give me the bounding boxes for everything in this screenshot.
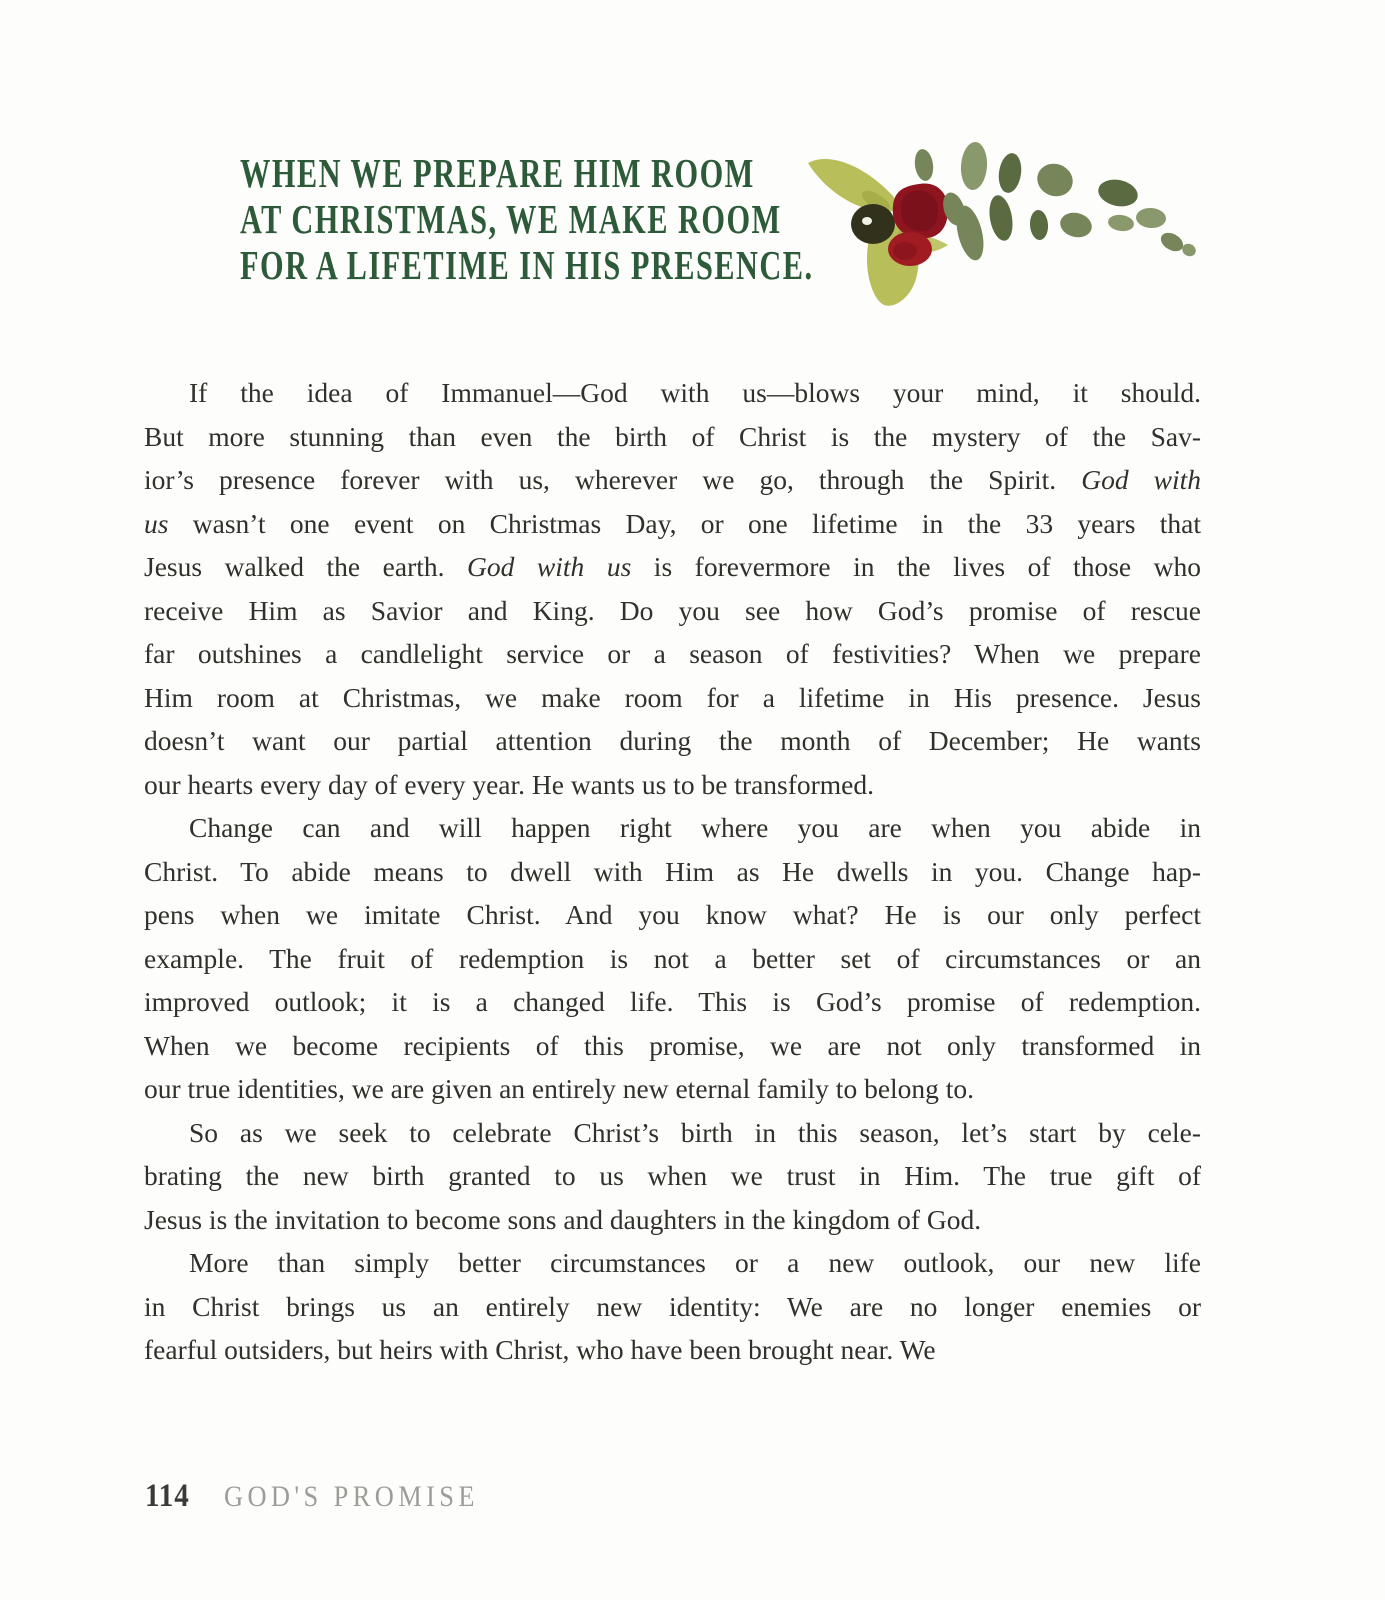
body-line: ior’s presence forever with us, wherever we go, through the Spirit. God with: [144, 464, 1201, 495]
body-text: [144, 371, 1201, 1372]
page-footer: [145, 1478, 513, 1515]
body-line: our true identities, we are given an entirely new eternal family to belong to.: [144, 1073, 975, 1104]
running-footer-book-title: GOD'S PROMISE: [223, 1480, 479, 1513]
body-line: Him room at Christmas, we make room for a lifetime in His presence. Jesus: [144, 681, 1201, 713]
pull-quote-line: WHEN WE PREPARE HIM ROOM: [240, 150, 755, 196]
body-line: fearful outsiders, but heirs with Christ, who have been brought near. We: [144, 1334, 936, 1365]
body-line: far outshines a candlelight service or a season of festivities? When we prepare: [144, 638, 1201, 669]
page-number: 114: [145, 1478, 190, 1514]
body-line: improved outlook; it is a changed life. This is God’s promise of redemption.: [144, 986, 1201, 1017]
body-line: So as we seek to celebrate Christ’s birth in this season, let’s start by cele-: [189, 1116, 1201, 1148]
body-line: Jesus is the invitation to become sons and daughters in the kingdom of God.: [144, 1203, 982, 1235]
body-line: More than simply better circumstances or a new outlook, our new life: [189, 1247, 1201, 1278]
pull-quote-line: FOR A LIFETIME IN HIS PRESENCE.: [240, 242, 814, 288]
body-line: us wasn’t one event on Christmas Day, or one lifetime in the 33 years that: [144, 507, 1201, 539]
body-line: If the idea of Immanuel—God with us—blows your mind, it should.: [189, 377, 1201, 408]
red-berry-shape: [888, 184, 948, 266]
fern-branch-shape: [913, 141, 1198, 263]
body-line: doesn’t want our partial attention during the month of December; He wants: [144, 725, 1201, 756]
body-line: example. The fruit of redemption is not a better set of circumstances or an: [144, 942, 1201, 974]
body-line: our hearts every day of every year. He wants us to be transformed.: [144, 768, 875, 800]
dark-berry-shape: [851, 204, 895, 244]
pull-quote-line: AT CHRISTMAS, WE MAKE ROOM: [240, 196, 782, 242]
body-line: But more stunning than even the birth of Christ is the mystery of the Sav-: [144, 420, 1201, 452]
body-line: receive Him as Savior and King. Do you see how God’s promise of rescue: [144, 594, 1201, 626]
body-line: in Christ brings us an entirely new identity: We are no longer enemies or: [144, 1290, 1201, 1322]
body-line: brating the new birth granted to us when we trust in Him. The true gift of: [144, 1160, 1201, 1191]
body-line: Change can and will happen right where you are when you abide in: [189, 812, 1201, 843]
body-line: Christ. To abide means to dwell with Him as He dwells in you. Change hap-: [144, 855, 1201, 887]
holly-fern-watercolor-illustration: [788, 133, 1200, 315]
body-line: When we become recipients of this promise, we are not only transformed in: [144, 1029, 1201, 1061]
body-line: Jesus walked the earth. God with us is forevermore in the lives of those who: [144, 551, 1201, 582]
body-line: pens when we imitate Christ. And you know what? He is our only perfect: [144, 899, 1201, 930]
